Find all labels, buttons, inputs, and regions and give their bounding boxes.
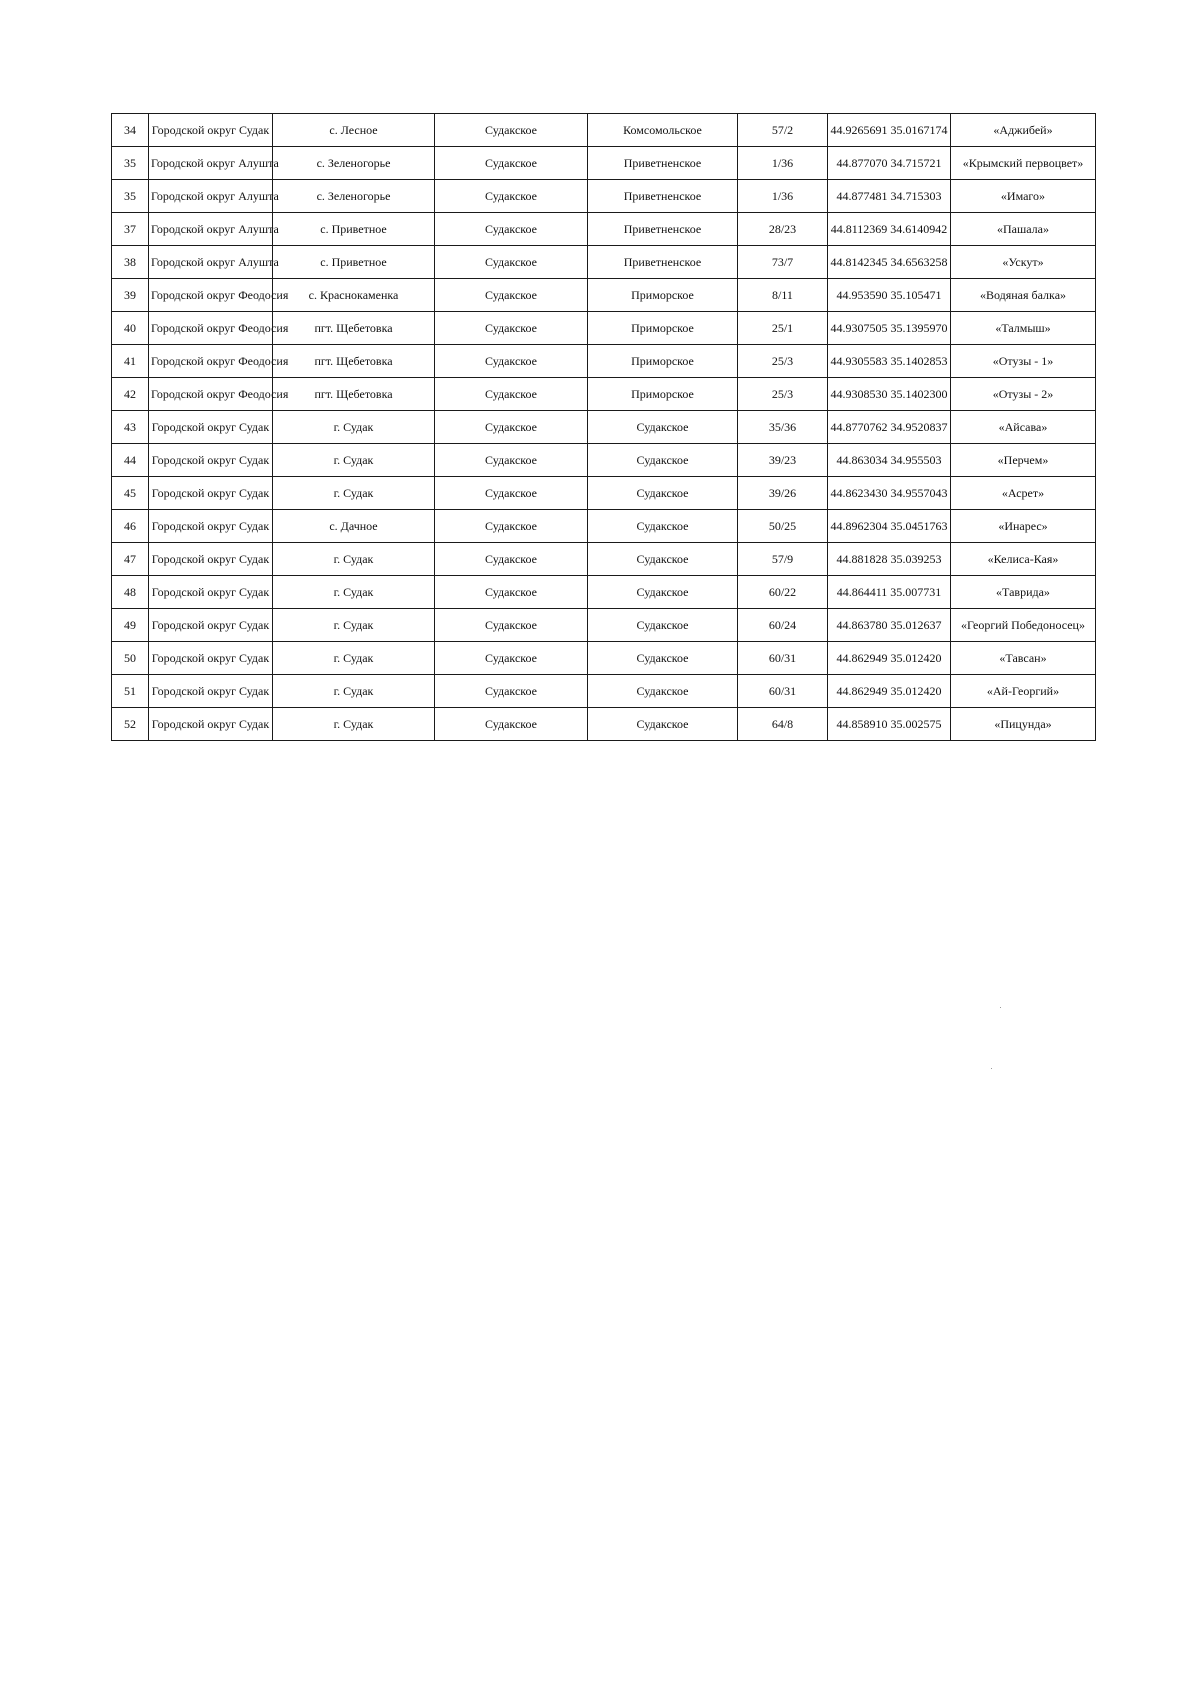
forestry-cell: Судакское [435,444,588,477]
division-cell: Судакское [588,510,738,543]
row-number-cell: 47 [112,543,149,576]
row-number-cell: 39 [112,279,149,312]
district-cell: Городской округ Алушта [149,246,273,279]
settlement-cell: г. Судак [273,576,435,609]
division-cell: Судакское [588,576,738,609]
forestry-cell: Судакское [435,543,588,576]
district-cell: Городской округ Судак [149,114,273,147]
coordinates-cell: 44.862949 35.012420 [828,675,951,708]
settlement-cell: г. Судак [273,609,435,642]
forestry-cell: Судакское [435,246,588,279]
forestry-cell: Судакское [435,312,588,345]
forestry-cell: Судакское [435,477,588,510]
coordinates-cell: 44.9307505 35.1395970 [828,312,951,345]
division-cell: Приморское [588,279,738,312]
row-number-cell: 35 [112,180,149,213]
forestry-cell: Судакское [435,609,588,642]
row-number-cell: 51 [112,675,149,708]
coordinates-cell: 44.881828 35.039253 [828,543,951,576]
coordinates-cell: 44.877481 34.715303 [828,180,951,213]
block-cell: 57/2 [738,114,828,147]
table-row [112,411,1096,444]
forestry-cell: Судакское [435,378,588,411]
district-cell: Городской округ Судак [149,576,273,609]
site-name-cell: «Имаго» [951,180,1096,213]
table-row [112,246,1096,279]
site-name-cell: «Пицунда» [951,708,1096,741]
block-cell: 50/25 [738,510,828,543]
division-cell: Судакское [588,708,738,741]
block-cell: 1/36 [738,180,828,213]
forestry-cell: Судакское [435,411,588,444]
coordinates-cell: 44.862949 35.012420 [828,642,951,675]
row-number-cell: 45 [112,477,149,510]
settlement-cell: г. Судак [273,543,435,576]
scan-speck [991,1068,992,1069]
site-name-cell: «Пашала» [951,213,1096,246]
row-number-cell: 46 [112,510,149,543]
site-name-cell: «Талмыш» [951,312,1096,345]
district-cell: Городской округ Судак [149,642,273,675]
forestry-cell: Судакское [435,675,588,708]
division-cell: Приморское [588,378,738,411]
row-number-cell: 42 [112,378,149,411]
forestry-cell: Судакское [435,213,588,246]
division-cell: Судакское [588,543,738,576]
division-cell: Приветненское [588,246,738,279]
scan-speck [1000,1007,1001,1008]
block-cell: 39/23 [738,444,828,477]
district-cell: Городской округ Судак [149,708,273,741]
site-name-cell: «Ускут» [951,246,1096,279]
coordinates-cell: 44.9265691 35.0167174 [828,114,951,147]
division-cell: Судакское [588,444,738,477]
settlement-cell: с. Краснокаменка [273,279,435,312]
row-number-cell: 48 [112,576,149,609]
settlement-cell: г. Судак [273,675,435,708]
district-cell: Городской округ Судак [149,477,273,510]
table-row [112,444,1096,477]
division-cell: Судакское [588,411,738,444]
division-cell: Судакское [588,609,738,642]
table-row [112,576,1096,609]
site-name-cell: «Ай-Георгий» [951,675,1096,708]
district-cell: Городской округ Феодосия [149,345,273,378]
forestry-cell: Судакское [435,510,588,543]
site-name-cell: «Перчем» [951,444,1096,477]
site-name-cell: «Крымский первоцвет» [951,147,1096,180]
settlement-cell: с. Приветное [273,246,435,279]
settlement-cell: г. Судак [273,477,435,510]
block-cell: 8/11 [738,279,828,312]
row-number-cell: 49 [112,609,149,642]
settlement-cell: с. Зеленогорье [273,147,435,180]
district-cell: Городской округ Алушта [149,213,273,246]
site-name-cell: «Отузы - 2» [951,378,1096,411]
table-row [112,708,1096,741]
forestry-cell: Судакское [435,147,588,180]
forestry-cell: Судакское [435,279,588,312]
settlement-cell: г. Судак [273,444,435,477]
division-cell: Судакское [588,642,738,675]
block-cell: 60/22 [738,576,828,609]
coordinates-cell: 44.8770762 34.9520837 [828,411,951,444]
settlement-cell: с. Дачное [273,510,435,543]
document-page [111,113,1095,741]
block-cell: 64/8 [738,708,828,741]
district-cell: Городской округ Судак [149,675,273,708]
district-cell: Городской округ Судак [149,510,273,543]
coordinates-cell: 44.858910 35.002575 [828,708,951,741]
row-number-cell: 37 [112,213,149,246]
division-cell: Приветненское [588,213,738,246]
block-cell: 60/31 [738,675,828,708]
forestry-cell: Судакское [435,708,588,741]
site-name-cell: «Георгий Победоносец» [951,609,1096,642]
block-cell: 28/23 [738,213,828,246]
block-cell: 39/26 [738,477,828,510]
table-row [112,477,1096,510]
district-cell: Городской округ Феодосия [149,279,273,312]
table-row [112,213,1096,246]
coordinates-cell: 44.8962304 35.0451763 [828,510,951,543]
settlement-cell: с. Лесное [273,114,435,147]
table-row [112,675,1096,708]
district-cell: Городской округ Феодосия [149,378,273,411]
table-row [112,312,1096,345]
table-row [112,510,1096,543]
forestry-cell: Судакское [435,345,588,378]
row-number-cell: 40 [112,312,149,345]
table-row [112,378,1096,411]
coordinates-cell: 44.9305583 35.1402853 [828,345,951,378]
block-cell: 60/31 [738,642,828,675]
coordinates-cell: 44.8112369 34.6140942 [828,213,951,246]
site-name-cell: «Таврида» [951,576,1096,609]
site-name-cell: «Отузы - 1» [951,345,1096,378]
row-number-cell: 34 [112,114,149,147]
site-name-cell: «Водяная балка» [951,279,1096,312]
forestry-cell: Судакское [435,576,588,609]
settlement-cell: с. Зеленогорье [273,180,435,213]
district-cell: Городской округ Судак [149,609,273,642]
sites-table [111,113,1096,741]
settlement-cell: пгт. Щебетовка [273,345,435,378]
division-cell: Судакское [588,675,738,708]
forestry-cell: Судакское [435,180,588,213]
site-name-cell: «Келиса-Кая» [951,543,1096,576]
table-row [112,114,1096,147]
row-number-cell: 38 [112,246,149,279]
coordinates-cell: 44.864411 35.007731 [828,576,951,609]
coordinates-cell: 44.877070 34.715721 [828,147,951,180]
row-number-cell: 43 [112,411,149,444]
block-cell: 1/36 [738,147,828,180]
division-cell: Приморское [588,312,738,345]
row-number-cell: 35 [112,147,149,180]
coordinates-cell: 44.863780 35.012637 [828,609,951,642]
district-cell: Городской округ Судак [149,411,273,444]
site-name-cell: «Инарес» [951,510,1096,543]
row-number-cell: 52 [112,708,149,741]
district-cell: Городской округ Судак [149,543,273,576]
settlement-cell: пгт. Щебетовка [273,378,435,411]
settlement-cell: с. Приветное [273,213,435,246]
division-cell: Приморское [588,345,738,378]
row-number-cell: 44 [112,444,149,477]
table-row [112,279,1096,312]
table-row [112,642,1096,675]
district-cell: Городской округ Алушта [149,147,273,180]
settlement-cell: пгт. Щебетовка [273,312,435,345]
block-cell: 60/24 [738,609,828,642]
block-cell: 25/3 [738,345,828,378]
block-cell: 35/36 [738,411,828,444]
coordinates-cell: 44.8623430 34.9557043 [828,477,951,510]
district-cell: Городской округ Алушта [149,180,273,213]
forestry-cell: Судакское [435,114,588,147]
site-name-cell: «Тавсан» [951,642,1096,675]
table-row [112,543,1096,576]
coordinates-cell: 44.953590 35.105471 [828,279,951,312]
district-cell: Городской округ Феодосия [149,312,273,345]
division-cell: Приветненское [588,180,738,213]
site-name-cell: «Айсава» [951,411,1096,444]
division-cell: Судакское [588,477,738,510]
row-number-cell: 50 [112,642,149,675]
row-number-cell: 41 [112,345,149,378]
block-cell: 25/1 [738,312,828,345]
division-cell: Приветненское [588,147,738,180]
coordinates-cell: 44.9308530 35.1402300 [828,378,951,411]
block-cell: 25/3 [738,378,828,411]
site-name-cell: «Асрет» [951,477,1096,510]
forestry-cell: Судакское [435,642,588,675]
block-cell: 57/9 [738,543,828,576]
site-name-cell: «Аджибей» [951,114,1096,147]
division-cell: Комсомольское [588,114,738,147]
settlement-cell: г. Судак [273,642,435,675]
table-row [112,345,1096,378]
district-cell: Городской округ Судак [149,444,273,477]
settlement-cell: г. Судак [273,411,435,444]
settlement-cell: г. Судак [273,708,435,741]
table-row [112,147,1096,180]
table-row [112,609,1096,642]
table-row [112,180,1096,213]
coordinates-cell: 44.8142345 34.6563258 [828,246,951,279]
block-cell: 73/7 [738,246,828,279]
coordinates-cell: 44.863034 34.955503 [828,444,951,477]
table-body [112,114,1096,741]
